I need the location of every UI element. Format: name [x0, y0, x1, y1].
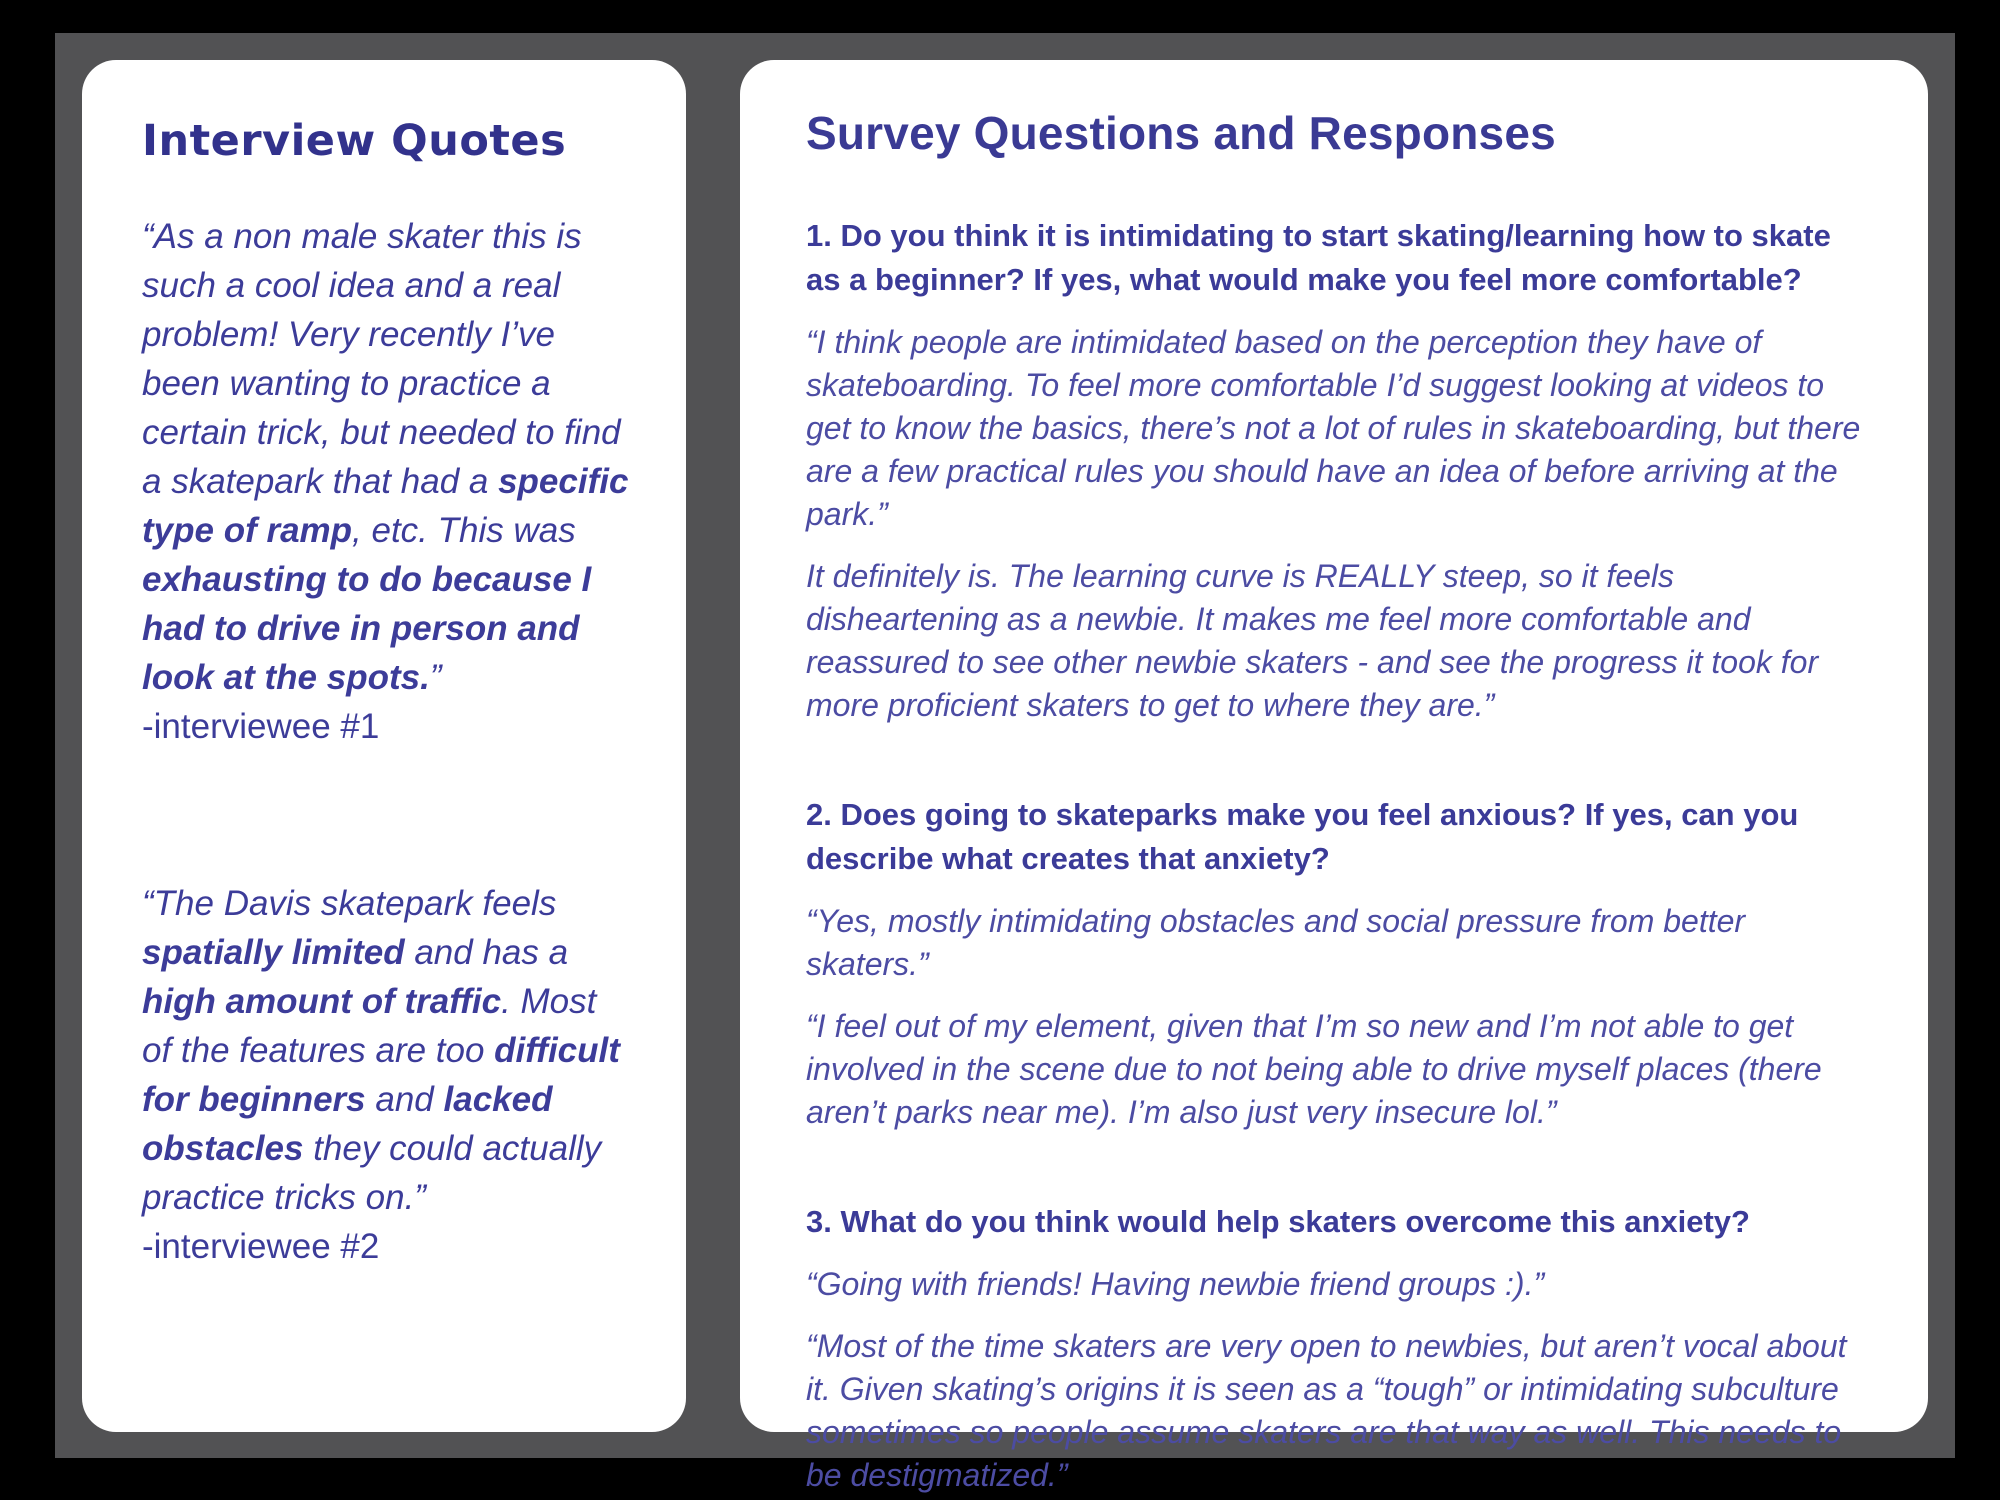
- quote-segment-bold: high amount of traffic: [142, 982, 502, 1021]
- survey-q3-response-2: “Most of the time skaters are very open to newbies, but aren’t vocal about it. Given skating’s origins it is seen as a “tough” or intimidating subculture sometimes so people assume skaters are that way as well. This needs to be destigmatized.”: [806, 1328, 1847, 1493]
- survey-question-3: 3. What do you think would help skaters overcome this anxiety?: [806, 1204, 1750, 1239]
- interview-quote-2: [142, 879, 630, 1222]
- survey-q3-response-1: “Going with friends! Having newbie friend groups :).”: [806, 1266, 1545, 1302]
- interview-quote-1: [142, 212, 630, 702]
- survey-question-1: 1. Do you think it is intimidating to start skating/learning how to skate as a beginner? If yes, what would make you feel more comfortable?: [806, 218, 1831, 297]
- survey-question-2: 2. Does going to skateparks make you feel anxious? If yes, can you describe what creates that anxiety?: [806, 797, 1799, 876]
- quote-segment-bold: difficult for beginners: [142, 1031, 620, 1119]
- quote-segment: and has a: [404, 933, 569, 972]
- interview-quote-2-attribution: -interviewee #2: [142, 1227, 380, 1266]
- quote-segment: “As a non male skater this is such a cool idea and a real problem! Very recently I’ve been wanting to practice a certain trick, but needed to find a skatepark that had a: [142, 217, 621, 501]
- quote-segment-bold: exhausting to do because I had to drive in person and look at the spots.: [142, 560, 592, 697]
- survey-q2-response-1: “Yes, mostly intimidating obstacles and social pressure from better skaters.”: [806, 903, 1746, 982]
- quote-segment: they could actually practice tricks on.”: [142, 1129, 602, 1217]
- survey-q2-response-2: “I feel out of my element, given that I’m so new and I’m not able to get involved in the scene due to not being able to drive myself places (there aren’t parks near me). I’m also just very insecure lol.”: [806, 1008, 1822, 1130]
- quote-segment: and: [365, 1080, 444, 1119]
- survey-q1-response-1: “I think people are intimidated based on the perception they have of skateboarding. To feel more comfortable I’d suggest looking at videos to get to know the basics, there’s not a lot of rules in skateboarding, but there are a few practical rules you should have an idea of before arriving at the park.”: [806, 324, 1861, 532]
- quote-segment: , etc. This was: [352, 511, 576, 550]
- quote-segment-bold: lacked obstacles: [142, 1080, 553, 1168]
- quote-segment: . Most of the features are too: [142, 982, 597, 1070]
- quote-segment-bold: spatially limited: [142, 933, 405, 972]
- quote-segment: ”: [429, 658, 442, 697]
- quote-segment-bold: specific type of ramp: [142, 462, 629, 550]
- interview-quote-1-attribution: -interviewee #1: [142, 707, 380, 746]
- survey-card-title: Survey Questions and Responses: [806, 107, 1556, 159]
- quote-segment: “The Davis skatepark feels: [142, 884, 557, 923]
- survey-q1-response-2: It definitely is. The learning curve is REALLY steep, so it feels disheartening as a newbie. It makes me feel more comfortable and reassured to see other newbie skaters - and see the progress it took for more proficient skaters to get to where they are.”: [806, 558, 1819, 723]
- survey-card: [740, 60, 1928, 1493]
- interview-card-title: Interview Quotes: [142, 116, 567, 166]
- interview-quotes-card: [82, 60, 686, 1432]
